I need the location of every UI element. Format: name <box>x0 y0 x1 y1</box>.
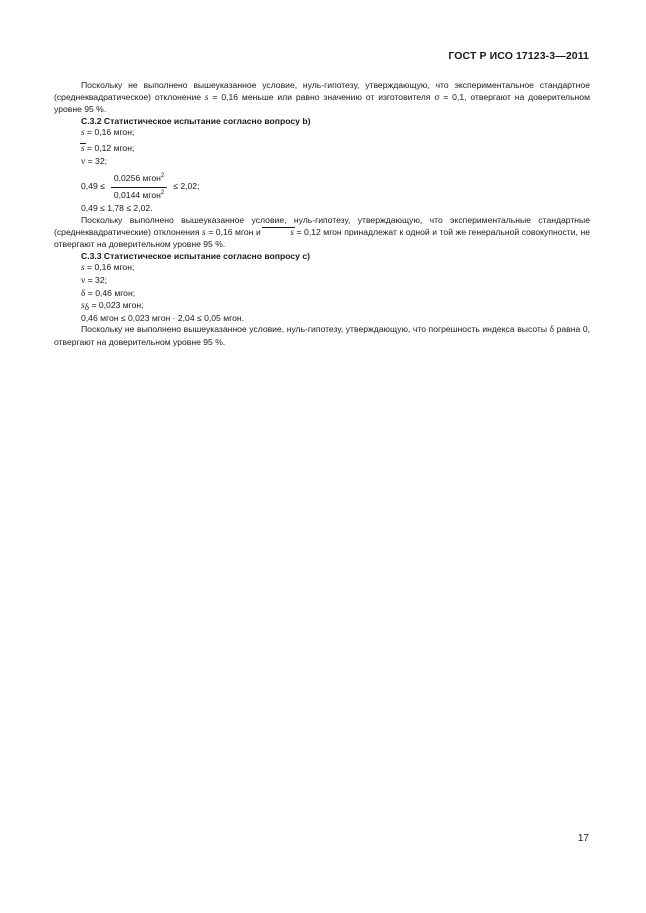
formula-value: = 0,023 мгон; <box>89 300 144 311</box>
paragraph-conclusion-b <box>54 215 590 251</box>
page-number: 17 <box>577 833 589 844</box>
denominator-value: 0,0144 мгон <box>113 189 161 200</box>
formula-value: = 0,16 мгон; <box>84 262 135 273</box>
variable-nu: ν <box>81 156 86 167</box>
text-run: = 0,1, отвергают на доверительном уровне 95 %. <box>54 91 590 115</box>
formula-value: = 0,16 мгон; <box>84 127 135 138</box>
document-standard-number: ГОСТ Р ИСО 17123-3—2011 <box>448 50 589 62</box>
text-run: равна 0, отвергают на доверительном уровне 95 %. <box>54 324 591 347</box>
text-run: = 0,16 меньше или равно значению от изготовителя <box>208 91 435 102</box>
formula-line-result: 0,46 мгон ≤ 0,023 мгон · 2,04 ≤ 0,05 мгон. <box>81 312 244 323</box>
denominator-exponent: 2 <box>160 189 165 196</box>
formula-line-s <box>54 127 590 140</box>
formula-value: = 0,12 мгон; <box>84 142 135 153</box>
numerator-exponent: 2 <box>160 173 165 180</box>
variable-delta: δ <box>549 325 555 336</box>
formula-line-nu <box>54 275 590 288</box>
text-run: = 0,12 мгон принадлежат к одной и той же генеральной совокупности, не отвергают на доверительном уровне 95 %. <box>54 226 590 250</box>
paragraph-conclusion-c <box>54 324 590 348</box>
page-body <box>54 80 590 348</box>
formula-line-s-tilde <box>54 140 590 156</box>
fraction <box>111 173 167 201</box>
formula-inequality-fraction <box>54 173 590 201</box>
formula-value: = 32; <box>85 155 107 166</box>
variable-delta: δ <box>81 288 86 299</box>
formula-value: = 0,46 мгон; <box>85 287 136 298</box>
inequality-right: ≤ 2,02; <box>173 181 200 192</box>
variable-s: s <box>81 301 85 312</box>
formula-value: = 32; <box>85 274 107 285</box>
variable-s: s <box>81 128 85 139</box>
formula-line-s <box>54 262 590 275</box>
variable-s: s <box>204 92 209 103</box>
variable-sigma: σ <box>434 92 440 103</box>
fraction-numerator <box>111 173 167 188</box>
paragraph-conclusion-a <box>54 80 590 116</box>
subscript-delta: δ <box>84 303 90 314</box>
text-run: Поскольку не выполнено вышеуказанное условие, нуль-гипотезу, утверждающую, что погрешность индекса высоты <box>81 324 550 335</box>
variable-s: s <box>81 263 85 274</box>
formula-line-nu <box>54 156 590 169</box>
formula-line-result: 0,49 ≤ 1,78 ≤ 2,02. <box>81 203 153 214</box>
section-heading-c33: С.3.3 Статистическое испытание согласно вопросу с) <box>81 250 310 261</box>
numerator-value: 0,0256 мгон <box>113 173 161 184</box>
variable-s-tilde: s <box>263 228 294 240</box>
inequality-left: 0,49 ≤ <box>81 181 105 192</box>
variable-s: s <box>202 227 206 238</box>
variable-s-tilde: s <box>81 143 85 154</box>
formula-line-s-delta <box>54 300 590 313</box>
text-run: Поскольку не выполнено вышеуказанное условие, нуль-гипотезу, утверждающую, что экспериментальное стандартное (среднеквадратическое) отклонение <box>54 80 590 102</box>
text-run: = 0,16 мгон и <box>205 226 264 237</box>
text-run: Поскольку выполнено вышеуказанное условие, нуль-гипотезу, утверждающую, что экспериментальные стандартные (среднеквадратические) отклонения <box>54 214 590 237</box>
formula-line-delta <box>54 288 590 301</box>
variable-nu: ν <box>81 275 86 286</box>
fraction-denominator <box>111 188 167 202</box>
section-heading-c32: С.3.2 Статистическое испытание согласно вопросу b) <box>81 115 311 126</box>
